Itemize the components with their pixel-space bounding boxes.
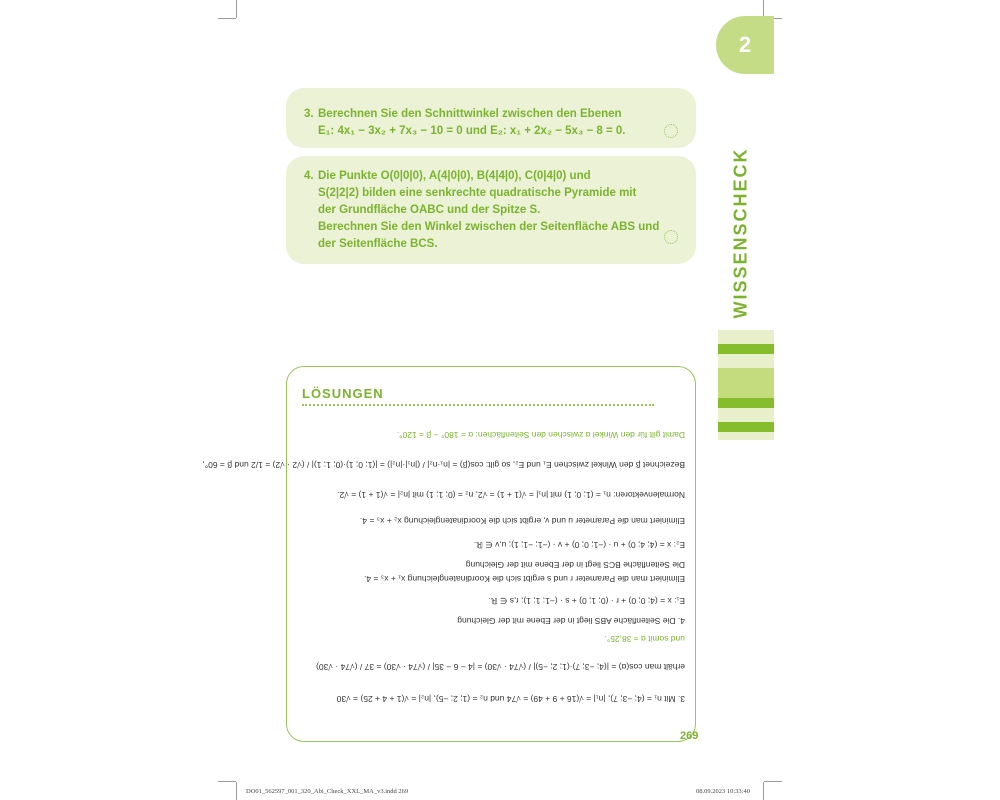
print-slug: DO01_562597_001_320_Abi_Check_XXL_MA_v3.indd 269 (246, 788, 409, 795)
solutions-title: LÖSUNGEN (302, 386, 384, 401)
task-box (286, 88, 696, 148)
solution-line: Die Seitenfläche BCS liegt in der Ebene mit der Gleichung (465, 560, 685, 570)
solution-line: Normalenvektoren: n₁ = (1; 0; 1) mit |n₁| = √(1 + 1) = √2, n₂ = (0; 1; 1) mit |n₂| = √(1 + 1) = √2. (337, 490, 685, 500)
crop-mark (764, 781, 782, 782)
solution-line: Eliminiert man die Parameter r und s ergibt sich die Koordinatengleichung x₁ + x₃ = 4. (364, 574, 685, 584)
task-text: Berechnen Sie den Schnittwinkel zwischen den Ebenen E₁: 4x₁ − 3x₂ + 7x₃ − 10 = 0 und E₂: x₁ + 2x₂ − 5x₃ − 8 = 0. (318, 108, 626, 137)
solution-line: Bezeichnet β den Winkel zwischen E₁ und E₂, so gilt: cos(β) = |n₁·n₂| / (|n₁|·|n₂|) = |(1; 0; 1)·(0; 1; 1)| / (√2 · √2) = 1/2 und β = 60°, (202, 460, 685, 470)
decorative-stripes (718, 330, 774, 440)
crop-mark (236, 0, 237, 18)
solution-line: E₁: x = (4; 0; 0) + r · (0; 1; 0) + s · (−1; 1; 1); r,s ∈ ℝ. (488, 596, 685, 606)
crop-mark (218, 781, 236, 782)
solution-line: erhält man cos(α) = |(4; −3; 7)·(1; 2; −5)| / (√74 · √30) = |4 − 6 − 35| / (√74 · √30) = 37 / (√74 · √30) (316, 662, 685, 672)
crop-mark (218, 18, 236, 19)
checkbox-circle[interactable] (664, 124, 678, 138)
task-number: 3. (304, 108, 314, 120)
solution-line: E₂: x = (4; 4; 0) + u · (−1; 0; 0) + v · (−1; −1; 1); u,v ∈ ℝ. (473, 540, 685, 550)
crop-mark (236, 782, 237, 800)
print-timestamp: 08.09.2023 10:33:40 (696, 788, 750, 795)
chapter-number: 2 (738, 32, 752, 57)
task-text: Die Punkte O(0|0|0), A(4|0|0), B(4|4|0), C(0|4|0) und S(2|2|2) bilden eine senkrechte quadratische Pyramide mit der Grundfläche OABC und der Spitze S. Berechnen Sie den Winkel zwischen der Seitenfläche ABS und der Seitenfläche BCS. (318, 170, 660, 250)
checkbox-circle[interactable] (664, 230, 678, 244)
solutions-upside-down (202, 425, 685, 710)
solution-line: 3. Mit n₁ = (4; −3; 7), |n₁| = √(16 + 9 + 49) = √74 und n₂ = (1; 2; −5), |n₂| = √(1 + 4 + 25) = √30 (336, 694, 685, 704)
task-box (286, 156, 696, 264)
task-number: 4. (304, 170, 314, 182)
crop-mark (763, 782, 764, 800)
dotted-divider (302, 404, 654, 406)
page-number: 269 (680, 730, 699, 742)
solution-line: 4. Die Seitenfläche ABS liegt in der Ebene mit der Gleichung (457, 616, 685, 626)
solution-line: Eliminiert man die Parameter u und v, ergibt sich die Koordinatengleichung x₂ + x₃ = 4. (359, 516, 685, 526)
solution-line: Damit gilt für den Winkel α zwischen den Seitenflächen: α = 180° − β = 120°. (396, 430, 685, 440)
section-side-label: WISSENSCHECK (730, 147, 751, 319)
solution-line: und somit α ≈ 38,25°. (604, 634, 685, 644)
